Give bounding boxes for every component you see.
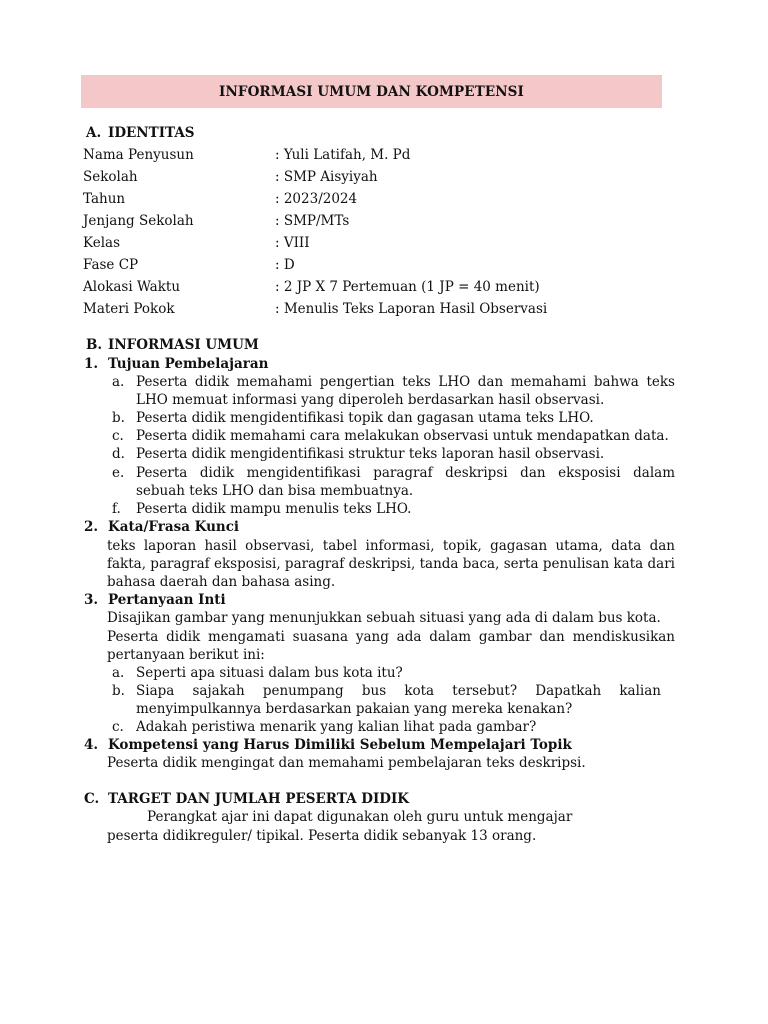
identity-value: : Menulis Teks Laporan Hasil Observasi [275,301,548,317]
subsection-title: Pertanyaan Inti [108,592,226,608]
list-item-text: Peserta didik mengidentifikasi struktur teks laporan hasil observasi. [136,446,605,462]
subsection-title: Tujuan Pembelajaran [108,356,269,372]
list-item-text: Adakah peristiwa menarik yang kalian lihat pada gambar? [136,719,537,735]
list-marker: b. [112,683,125,699]
subsection-number: 4. [84,737,99,753]
list-marker: c. [112,428,124,444]
list-marker: a. [112,374,125,390]
list-item-text: Seperti apa situasi dalam bus kota itu? [136,665,403,681]
list-marker: f. [112,501,121,517]
paragraph-line: fakta, paragraf eksposisi, paragraf deskripsi, tanda baca, serta penulisan kata dari [107,556,675,572]
identity-label: Sekolah [83,169,138,185]
identity-label: Nama Penyusun [83,147,194,163]
list-item-text: menyimpulkannya berdasarkan pakaian yang mereka kenakan? [136,701,573,717]
subsection-number: 1. [84,356,99,372]
list-item-text: Peserta didik mengidentifikasi topik dan gagasan utama teks LHO. [136,410,594,426]
list-marker: c. [112,719,124,735]
identity-value: : SMP/MTs [275,213,350,229]
section-c-number: C. [84,791,100,807]
list-marker: a. [112,665,125,681]
identity-value: : 2023/2024 [275,191,358,207]
list-marker: b. [112,410,125,426]
list-item-text: Peserta didik mampu menulis teks LHO. [136,501,412,517]
identity-label: Jenjang Sekolah [83,213,194,229]
section-b-number: B. [86,337,103,353]
paragraph-line: Peserta didik mengamati suasana yang ada dalam gambar dan mendiskusikan [107,629,675,645]
document-title: INFORMASI UMUM DAN KOMPETENSI [219,83,524,100]
paragraph-line: Peserta didik mengingat dan memahami pembelajaran teks deskripsi. [107,755,586,771]
section-b-heading: INFORMASI UMUM [108,337,259,353]
paragraph-line: pertanyaan berikut ini: [107,647,265,663]
identity-value: : 2 JP X 7 Pertemuan (1 JP = 40 menit) [275,279,540,295]
list-item-text: LHO memuat informasi yang diperoleh berdasarkan hasil observasi. [136,392,605,408]
subsection-title: Kata/Frasa Kunci [108,519,240,535]
list-item-text: Siapa sajakah penumpang bus kota tersebut? Dapatkah kalian [136,683,661,699]
list-marker: d. [112,446,125,462]
paragraph-line: Perangkat ajar ini dapat digunakan oleh guru untuk mengajar [147,809,573,825]
identity-label: Kelas [83,235,121,251]
section-c-heading: TARGET DAN JUMLAH PESERTA DIDIK [108,791,410,807]
identity-label: Tahun [83,191,126,207]
paragraph-line: teks laporan hasil observasi, tabel informasi, topik, gagasan utama, data dan [107,538,675,554]
identity-label: Materi Pokok [83,301,175,317]
identity-value: : D [275,257,295,273]
identity-value: : Yuli Latifah, M. Pd [275,147,411,163]
paragraph-line: peserta didikreguler/ tipikal. Peserta didik sebanyak 13 orang. [107,828,537,844]
subsection-number: 2. [84,519,99,535]
identity-label: Alokasi Waktu [83,279,181,295]
identity-value: : SMP Aisyiyah [275,169,378,185]
section-a-heading: IDENTITAS [108,125,195,141]
subsection-number: 3. [84,592,99,608]
document-title-banner [81,75,662,108]
paragraph-line: Disajikan gambar yang menunjukkan sebuah situasi yang ada di dalam bus kota. [107,610,661,626]
list-marker: e. [112,465,125,481]
identity-value: : VIII [275,235,310,251]
subsection-title: Kompetensi yang Harus Dimiliki Sebelum Mempelajari Topik [108,737,572,753]
list-item-text: Peserta didik mengidentifikasi paragraf deskripsi dan eksposisi dalam [136,465,675,481]
section-a-number: A. [86,125,102,141]
list-item-text: sebuah teks LHO dan bisa membuatnya. [136,483,414,499]
identity-label: Fase CP [83,257,139,273]
list-item-text: Peserta didik memahami cara melakukan observasi untuk mendapatkan data. [136,428,669,444]
paragraph-line: bahasa daerah dan bahasa asing. [107,574,336,590]
list-item-text: Peserta didik memahami pengertian teks LHO dan memahami bahwa teks [136,374,675,390]
